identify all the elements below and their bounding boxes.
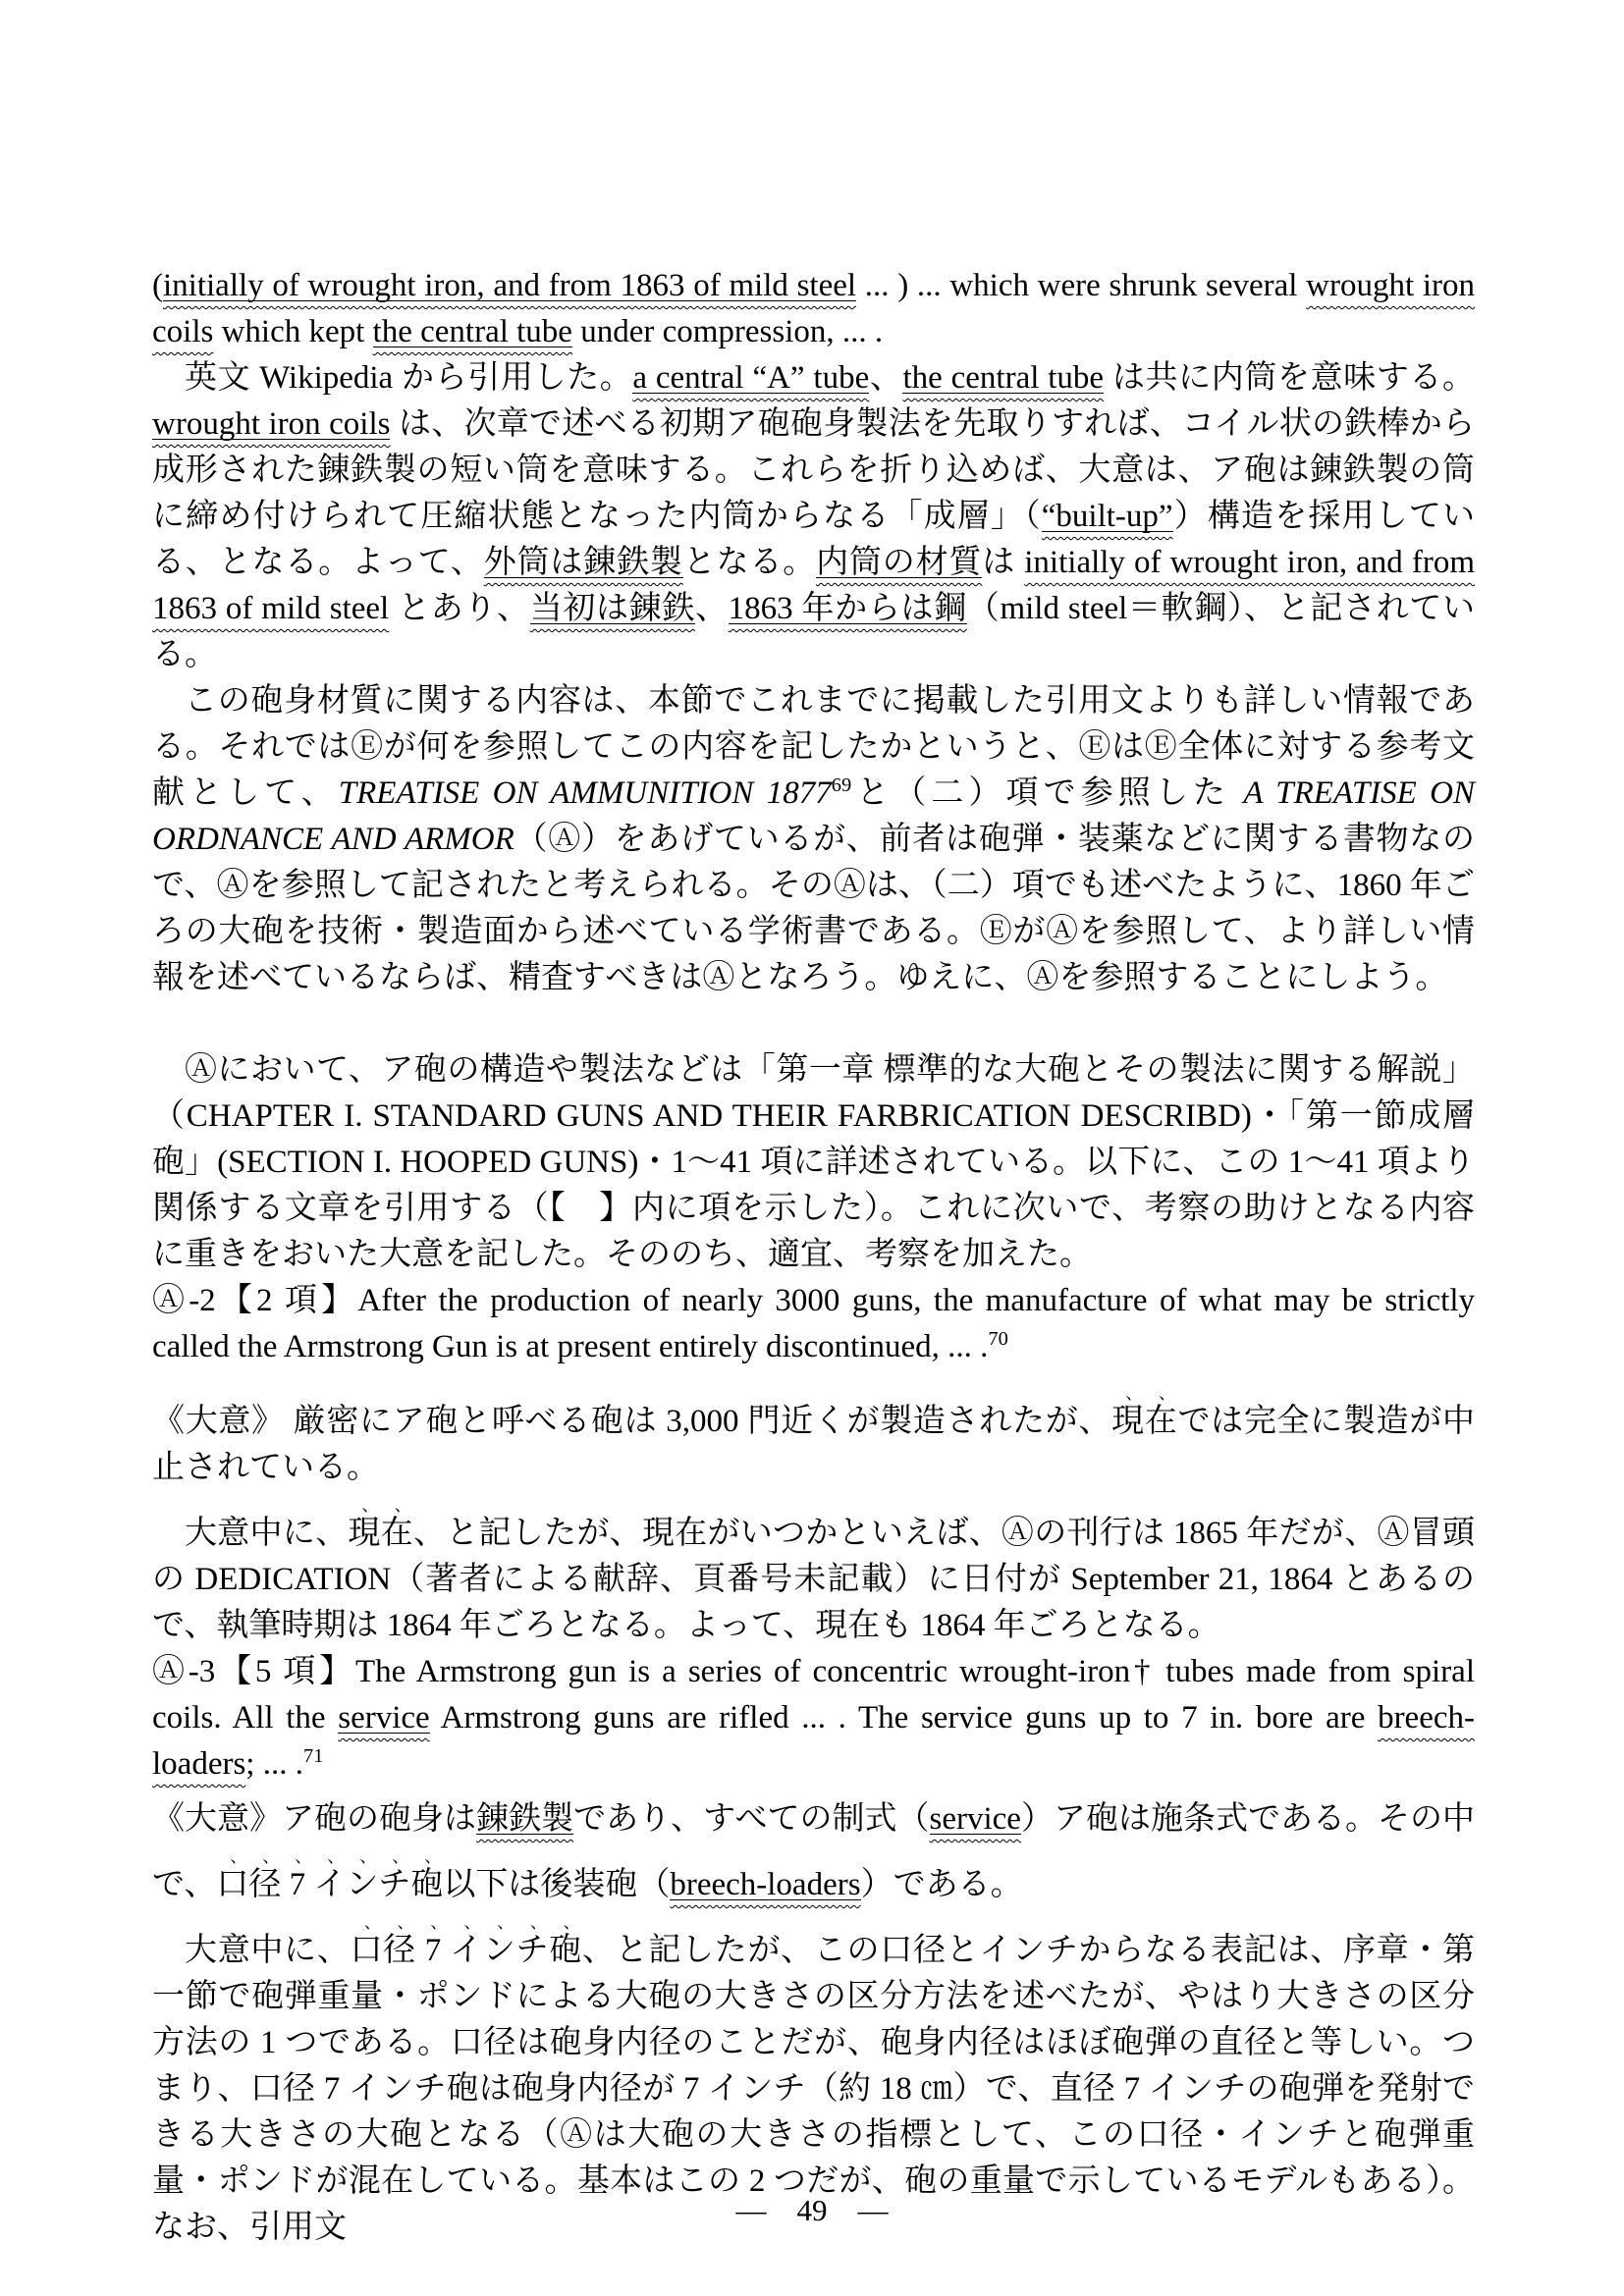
underlined-term: breech-loaders — [670, 1867, 861, 1902]
paragraph-4 — [152, 1047, 1475, 1278]
text-run: 《大意》 厳密にア砲と呼べる砲は 3,000 門近くが製造されたが、 — [152, 1404, 1112, 1439]
text-run: （Ⓐ）をあげているが、前者は砲弾・装薬などに関する書物なので、Ⓐを参照して記されたと考えられる。そのⒶは、（二）項でも述べたように、1860 年ごろの大砲を技術・製造面から述べている学術書である。ⒺがⒶを参照して、より詳しい情報を述べているならば、精査すべきはⒶとなろう。ゆえに、Ⓐを参照することにしよう。 — [152, 822, 1476, 995]
emphasis-dotted-term: 現在 — [348, 1516, 413, 1551]
underlined-term: 外筒は錬鉄製 — [483, 545, 683, 580]
text-run: Ⓐ-3【5 項】The Armstrong gun is a series of concentric wrought-iron† tubes made from spiral coils. All the — [152, 1654, 1475, 1735]
underlined-term: service — [338, 1700, 430, 1735]
underlined-term: breech-loaders — [152, 1700, 1475, 1782]
text-run: ; ... . — [245, 1746, 303, 1782]
paragraph-6 — [152, 1379, 1475, 1491]
underlined-term: 当初は錬鉄 — [529, 591, 695, 626]
text-run: ）ア砲は施条式である。その中で、 — [152, 1801, 1476, 1902]
underlined-term: 内筒の材質 — [816, 545, 983, 580]
text-run: under compression, ... . — [571, 314, 884, 349]
underlined-term: 錬鉄製 — [476, 1801, 574, 1837]
underlined-term: wrought iron coils — [152, 406, 391, 442]
paragraph-7 — [152, 1491, 1475, 1649]
text-run: 英文 Wikipedia から引用した。 — [185, 360, 633, 396]
book-title-italic: TREATISE ON AMMUNITION 1877 — [338, 775, 832, 811]
paragraph-9 — [152, 1796, 1475, 1908]
underlined-term: initially of wrought iron, and from 1863 of mild steel — [163, 268, 857, 303]
text-run: 、 — [869, 360, 903, 396]
underlined-term: wrought iron coils — [152, 268, 1475, 349]
text-run: と（二）項で参照した — [851, 775, 1244, 811]
text-run: which kept — [213, 314, 373, 349]
text-run: この砲身材質に関する内容は、本節でこれまでに掲載した引用文よりも詳しい情報である。それではⒺが何を参照してこの内容を記したかというと、ⒺはⒺ全体に対する参考文献として、 — [152, 683, 1475, 811]
text-run: であり、すべての制式（ — [573, 1801, 930, 1837]
text-run: （mild steel＝軟鋼）、と記されている。 — [152, 591, 1476, 672]
text-run: は — [982, 545, 1025, 580]
underlined-term: the central tube — [902, 360, 1105, 396]
footnote-superscript: 69 — [831, 774, 852, 796]
paragraph-3 — [152, 678, 1475, 1001]
text-run: 、と記したが、この口径とインチからなる表記は、序章・第一節で砲弾重量・ポンドによる大砲の大きさの区分方法を述べたが、やはり大きさの区分方法の 1 つである。口径は砲身内径のことだが、砲身内径はほぼ砲弾の直径と等しい。つまり、口径 7 インチ砲は砲身内径が 7 インチ（約 18 ㎝）で、直径 7 インチの砲弾を発射できる大きさの大砲となる（Ⓐは大砲の大きさの指標として、この口径・インチと砲弾重量・ポンドが混在している。基本はこの 2 つだが、砲の重量で示しているモデルもある）。なお、引用文 — [152, 1933, 1476, 2245]
text-run: ( — [152, 268, 163, 303]
underlined-term: a central “A” tube — [632, 360, 870, 396]
text-run: となる。 — [682, 545, 817, 580]
footnote-superscript: 70 — [988, 1328, 1008, 1350]
book-title-italic: A TREATISE ON ORDNANCE AND ARMOR — [152, 775, 1476, 857]
text-run: ）構造を採用している、となる。よって、 — [152, 499, 1476, 580]
text-run: 以下は後装砲（ — [443, 1867, 671, 1902]
text-run: Ⓐにおいて、ア砲の構造や製法などは「第一章 標準的な大砲とその製法に関する解説」（CHAPTER I. STANDARD GUNS AND THEIR FARBRICATION DESCRIBD)・「第一節成層砲」(SECTION I. HOOPED GUNS)・1～41 項に詳述されている。以下に、この 1～41 項より関係する文章を引用する（【 】内に項を示した）。これに次いで、考察の助けとなる内容に重きをおいた大意を記した。そののち、適宜、考察を加えた。 — [152, 1052, 1475, 1272]
underlined-term: 1863 年からは鋼 — [728, 591, 967, 626]
text-run: Armstrong guns are rifled ... . The service guns up to 7 in. bore are — [429, 1700, 1379, 1735]
paragraph-8 — [152, 1649, 1475, 1788]
text-run: 大意中に、 — [185, 1516, 349, 1551]
emphasis-dotted-term: 口径 7 インチ砲 — [350, 1933, 583, 1968]
body-text — [152, 263, 1475, 2251]
underlined-term: “built-up” — [1041, 499, 1173, 534]
underlined-term: the central tube — [372, 314, 572, 349]
paragraph-5 — [152, 1278, 1475, 1370]
emphasis-dotted-term: 口径 7 インチ砲 — [216, 1867, 444, 1902]
text-run: ... ) ... which were shrunk several — [856, 268, 1307, 303]
text-run: は共に内筒を意味する。 — [1104, 360, 1476, 396]
text-run: 《大意》ア砲の砲身は — [152, 1801, 477, 1837]
paragraph-1 — [152, 263, 1475, 355]
underlined-term: service — [929, 1801, 1021, 1837]
paragraph-2 — [152, 355, 1475, 678]
text-run: ）である。 — [860, 1867, 1023, 1902]
text-run: は、次章で述べる初期ア砲砲身製法を先取りすれば、コイル状の鉄棒から成形された錬鉄製の短い筒を意味する。これらを折り込めば、大意は、ア砲は錬鉄製の筒に締め付けられて圧縮状態となった内筒からなる「成層」（ — [152, 406, 1475, 534]
page-number: ― 49 ― — [735, 2193, 889, 2227]
text-run: 大意中に、 — [185, 1933, 351, 1968]
text-run: 、と記したが、現在がいつかといえば、Ⓐの刊行は 1865 年だが、Ⓐ冒頭の DEDICATION（著者による献辞、頁番号未記載）に日付が September 21, 1864 とあるので、執筆時期は 1864 年ごろとなる。よって、現在も 1864 年ごろとなる。 — [152, 1516, 1476, 1643]
text-run: では完全に製造が中止されている。 — [152, 1404, 1476, 1485]
footnote-superscript: 71 — [302, 1745, 324, 1767]
text-run: Ⓐ-2【2 項】After the production of nearly 3000 guns, the manufacture of what may be strictly called the Armstrong Gun is at present entirely discontinued, ... . — [152, 1283, 1475, 1364]
emphasis-dotted-term: 現在 — [1111, 1404, 1178, 1439]
text-run: とあり、 — [389, 591, 530, 626]
underlined-term: initially of wrought iron, and from 1863 of mild steel — [152, 545, 1476, 626]
text-run: 、 — [694, 591, 729, 626]
